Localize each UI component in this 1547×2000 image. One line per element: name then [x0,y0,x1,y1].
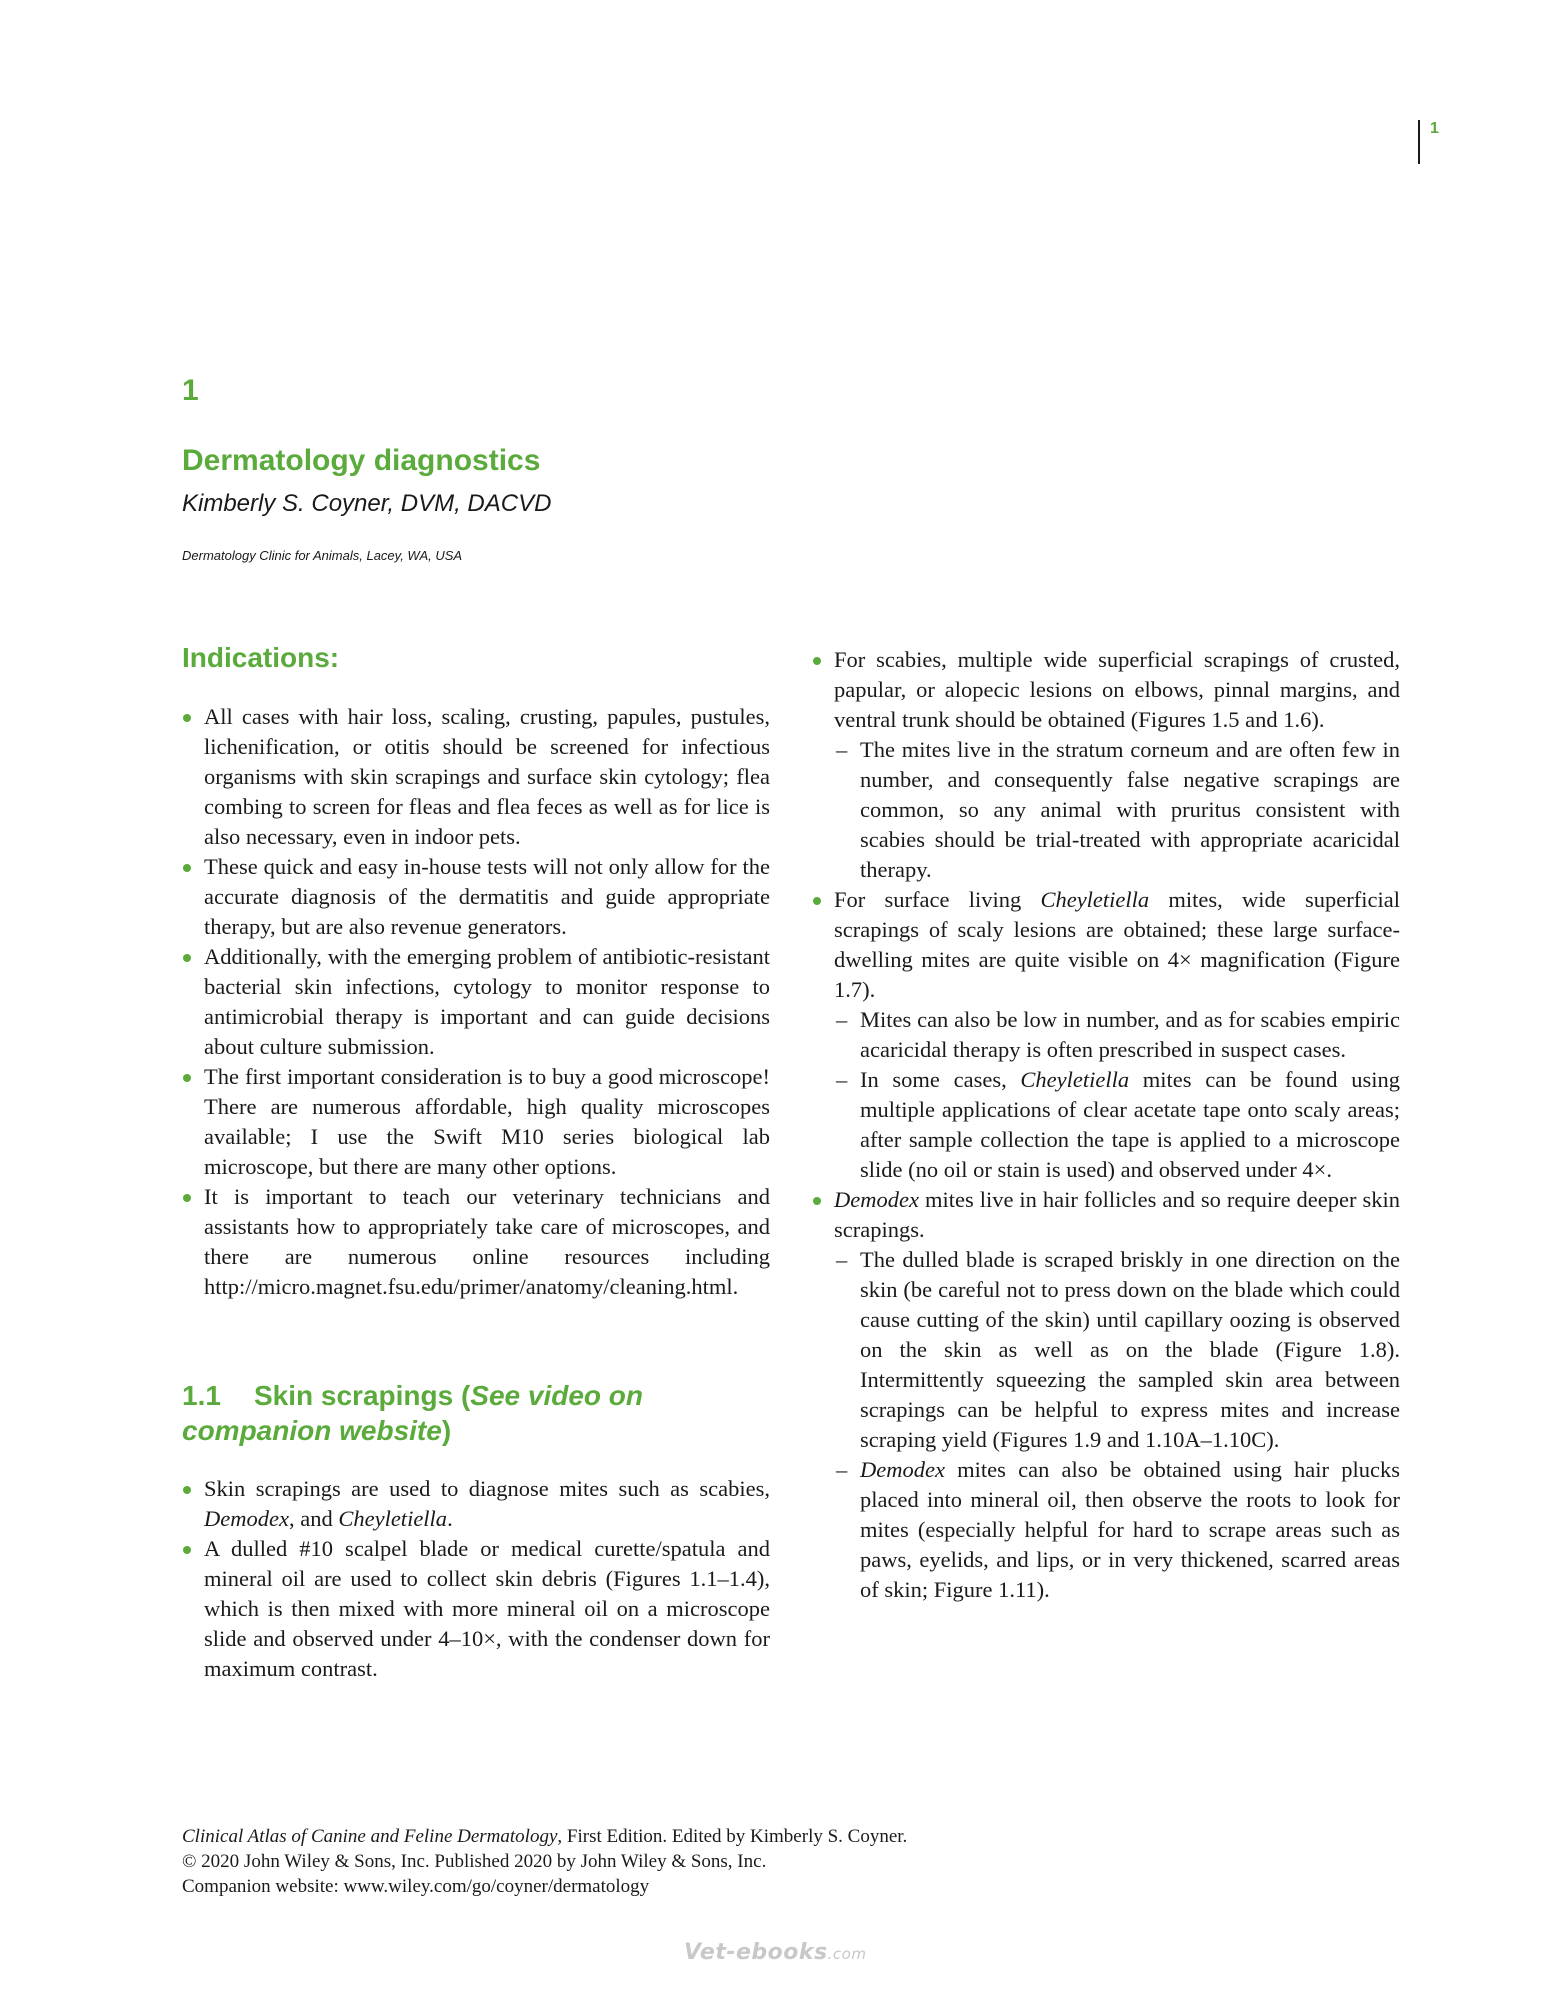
item-text: , and [288,1506,339,1531]
indication-item: Additionally, with the emerging problem of antibiotic-resistant bacterial skin infections, cytology to monitor response to antimicrobial therapy is important and can guide decisions about culture submission. [182,942,770,1062]
scabies-text: For scabies, multiple wide superficial scrapings of crusted, papular, or alopecic lesions on elbows, pinnal margins, and ventral trunk should be obtained (Figures 1.5 and 1.6). [834,647,1400,732]
skin-scrapings-item: A dulled #10 scalpel blade or medical curette/spatula and mineral oil are used to collect skin debris (Figures 1.1–1.4), which is then mixed with more mineral oil on a microscope slide and observed under 4–10×, with the condenser down for maximum contrast. [182,1534,770,1684]
section-number: 1.1 [182,1380,221,1411]
item-text: mites can be found using multiple applications of clear acetate tape onto scaly areas; after sample collection the tape is applied to a microscope slide (no oil or stain is used) and observed under 4×. [860,1067,1400,1182]
companion-video-link[interactable]: See video on companion website [182,1380,644,1446]
indication-item: It is important to teach our veterinary technicians and assistants how to appropriately take care of microscopes, and there are numerous online resources including http://micro.magnet.fsu.edu/primer/anatomy/cleaning.html. [182,1182,770,1302]
item-text-italic: Cheyletiella [1020,1067,1130,1092]
scabies-subitems [834,735,1400,885]
right-bullet-list [812,645,1400,1605]
item-text: In some cases, [860,1067,1021,1092]
chapter-title: Dermatology diagnostics [182,444,541,477]
watermark-logo [684,1940,866,1965]
footer-edition: , First Edition. Edited by Kimberly S. Coyner. [557,1826,908,1847]
indications-list [182,702,770,1302]
cheyletiella-subitem: – Mites can also be low in number, and as for scabies empiric acaricidal therapy is often prescribed in suspect cases. [834,1005,1400,1065]
scabies-subitem: – The mites live in the stratum corneum and are often few in number, and consequently false negative scrapings are common, so any animal with pruritus consistent with scabies should be trial-treated with appropriate acaricidal therapy. [834,735,1400,885]
indication-item: The first important consideration is to buy a good microscope! There are numerous affordable, high quality microscopes available; I use the Swift M10 series biological lab microscope, but there are many other options. [182,1062,770,1182]
demodex-subitem: – The dulled blade is scraped briskly in one direction on the skin (be careful not to press down on the blade which could cause cutting of the skin) until capillary oozing is observed on the skin as well as on the blade (Figure 1.8). Intermittently squeezing the sampled skin area between scrapings can be helpful to express mites and increase scraping yield (Figures 1.9 and 1.10A–1.10C). [834,1245,1400,1455]
section-title-suffix: ) [441,1415,452,1446]
demodex-subitem [834,1455,1400,1605]
item-text-italic: Demodex [834,1187,919,1212]
copyright-footer [182,1824,907,1899]
page-number: 1 [1418,120,1439,164]
demodex-subitems [834,1245,1400,1605]
footer-line-citation [182,1824,907,1849]
item-text: Skin scrapings are used to diagnose mites such as scabies, [204,1476,770,1501]
item-text: mites can also be obtained using hair plucks placed into mineral oil, then observe the roots to look for mites (especially helpful for hard to scrape areas such as paws, eyelids, and lips, or in very thickened, scarred areas of skin; Figure 1.11). [860,1457,1400,1602]
cheyletiella-subitem [834,1065,1400,1185]
indication-item: These quick and easy in-house tests will not only allow for the accurate diagnosis of the dermatitis and guide appropriate therapy, but are also revenue generators. [182,852,770,942]
author-affiliation: Dermatology Clinic for Animals, Lacey, WA, USA [182,548,463,563]
indication-item: All cases with hair loss, scaling, crusting, papules, pustules, lichenification, or otitis should be screened for infectious organisms with skin scrapings and surface skin cytology; flea combing to screen for fleas and flea feces as well as for lice is also necessary, even in indoor pets. [182,702,770,852]
section-title-prefix: Skin scrapings ( [254,1380,471,1411]
watermark-name: Vet-ebooks [684,1940,828,1965]
item-text: mites live in hair follicles and so require deeper skin scrapings. [834,1187,1400,1242]
chapter-author: Kimberly S. Coyner, DVM, DACVD [182,490,552,517]
item-text-italic: Demodex [204,1506,289,1531]
left-column [182,640,770,1684]
footer-line-copyright: © 2020 John Wiley & Sons, Inc. Published 2020 by John Wiley & Sons, Inc. [182,1851,767,1872]
scabies-item [812,645,1400,885]
book-title: Clinical Atlas of Canine and Feline Dermatology [182,1826,558,1847]
item-text-italic: Cheyletiella [338,1506,448,1531]
item-text: For surface living [834,887,1041,912]
demodex-item [812,1185,1400,1605]
watermark-tld: .com [827,1945,867,1963]
item-text: mites, wide superficial scrapings of scaly lesions are obtained; these large surface-dwelling mites are quite visible on 4× magnification (Figure 1.7). [834,887,1400,1002]
item-text-italic: Demodex [860,1457,945,1482]
cheyletiella-item [812,885,1400,1185]
chapter-number: 1 [182,374,199,407]
section-heading-skin-scrapings [182,1378,770,1448]
item-text-italic: Cheyletiella [1040,887,1150,912]
skin-scrapings-list [182,1474,770,1684]
footer-line-companion-website: Companion website: www.wiley.com/go/coyner/dermatology [182,1876,650,1897]
indications-heading: Indications: [182,642,340,673]
skin-scrapings-item [182,1474,770,1534]
right-column [812,645,1400,1605]
item-text: . [447,1506,453,1531]
cheyletiella-subitems [834,1005,1400,1185]
